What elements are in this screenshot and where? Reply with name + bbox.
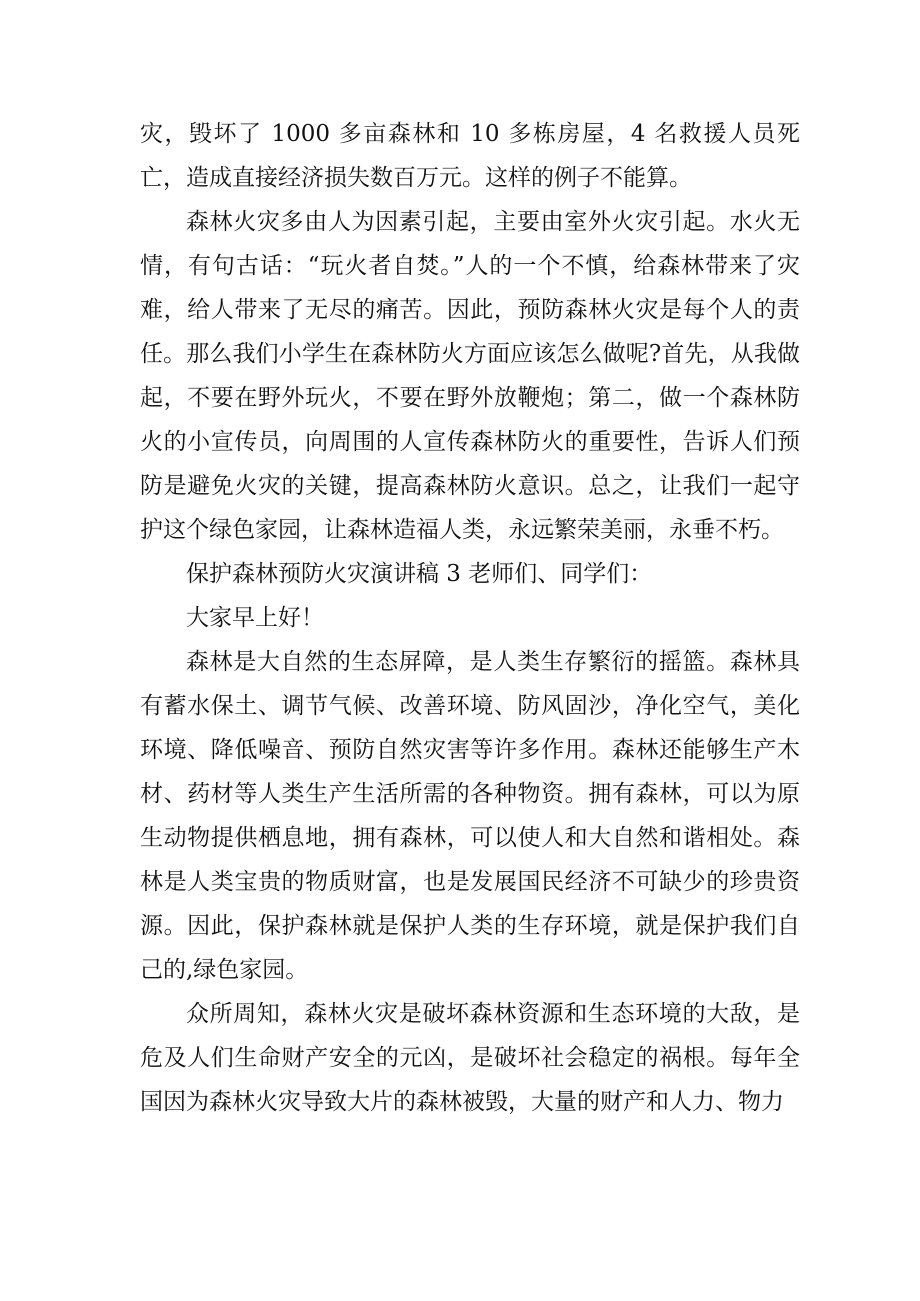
paragraph-continuation: 灾，毁坏了 1000 多亩森林和 10 多栋房屋，4 名救援人员死亡，造成直接经济损失数百万元。这样的例子不能算。 xyxy=(140,121,800,191)
speech-heading: 保护森林预防火灾演讲稿 3 老师们、同学们： xyxy=(186,561,653,587)
document-body xyxy=(140,112,800,1124)
greeting: 大家早上好！ xyxy=(186,605,324,631)
paragraph-forest-value: 森林是大自然的生态屏障，是人类生存繁衍的摇篮。森林具有蓄水保土、调节气候、改善环境、防风固沙，净化空气，美化环境、降低噪音、预防自然灾害等许多作用。森林还能够生产木材、药材等人类生产生活所需的各种物资。拥有森林，可以为原生动物提供栖息地，拥有森林，可以使人和大自然和谐相处。森林是人类宝贵的物质财富，也是发展国民经济不可缺少的珍贵资源。因此，保护森林就是保护人类的生存环境，就是保护我们自己的,绿色家园。 xyxy=(140,649,800,983)
paragraph-fire-causes: 森林火灾多由人为因素引起，主要由室外火灾引起。水火无情，有句古话：“玩火者自焚。”人的一个不慎，给森林带来了灾难，给人带来了无尽的痛苦。因此，预防森林火灾是每个人的责任。那么我们小学生在森林防火方面应该怎么做呢?首先，从我做起，不要在野外玩火，不要在野外放鞭炮；第二，做一个森林防火的小宣传员，向周围的人宣传森林防火的重要性，告诉人们预防是避免火灾的关键，提高森林防火意识。总之，让我们一起守护这个绿色家园，让森林造福人类，永远繁荣美丽，永垂不朽。 xyxy=(140,209,800,543)
paragraph-fire-danger: 众所周知，森林火灾是破坏森林资源和生态环境的大敌，是危及人们生命财产安全的元凶，是破坏社会稳定的祸根。每年全国因为森林火灾导致大片的森林被毁，大量的财产和人力、物力 xyxy=(140,1001,800,1115)
